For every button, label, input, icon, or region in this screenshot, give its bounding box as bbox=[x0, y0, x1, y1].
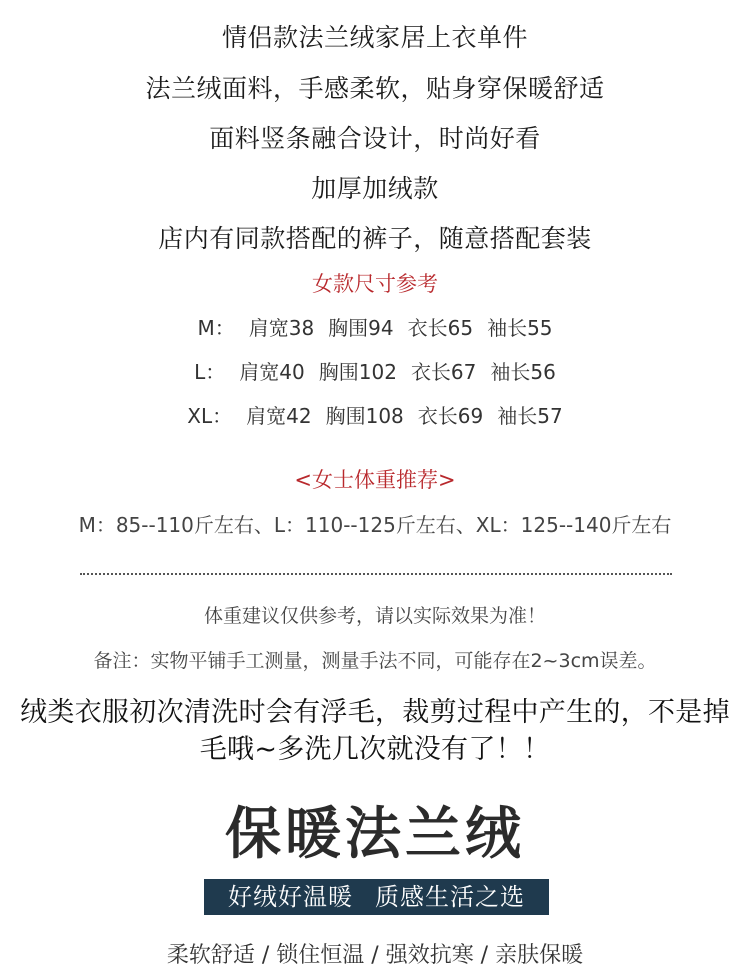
intro-line-3: 面料竖条融合设计，时尚好看 bbox=[209, 124, 541, 153]
intro-line-5: 店内有同款搭配的裤子，随意搭配套装 bbox=[158, 224, 592, 253]
reference-note: 体重建议仅供参考，请以实际效果为准！ bbox=[203, 605, 546, 627]
intro-line-1: 情侣款法兰绒家居上衣单件 bbox=[221, 23, 528, 52]
feature-list: 柔软舒适 / 锁住恒温 / 强效抗寒 / 亲肤保暖 bbox=[166, 943, 584, 968]
size-row-m bbox=[0, 312, 750, 341]
measurement-remark: 备注：实物平铺手工测量，测量手法不同，可能存在2~3cm误差。 bbox=[93, 650, 657, 672]
garment-length: 衣长65 bbox=[407, 316, 474, 340]
garment-length: 衣长69 bbox=[417, 404, 484, 428]
dotted-divider bbox=[80, 573, 672, 575]
size-label: L： bbox=[194, 360, 226, 384]
sleeve-length: 袖长57 bbox=[497, 404, 563, 428]
chest-size: 胸围108 bbox=[325, 404, 404, 428]
chest-size: 胸围94 bbox=[328, 316, 394, 340]
sleeve-length: 袖长56 bbox=[490, 360, 556, 384]
size-label: M： bbox=[197, 316, 235, 340]
shoulder-width: 肩宽40 bbox=[239, 360, 305, 384]
chest-size: 胸围102 bbox=[318, 360, 397, 384]
weight-title: <女士体重推荐> bbox=[294, 468, 456, 492]
slogan-banner bbox=[204, 879, 549, 915]
shoulder-width: 肩宽42 bbox=[246, 404, 312, 428]
size-row-xl bbox=[0, 400, 750, 429]
washing-note-line-1: 绒类衣服初次清洗时会有浮毛，裁剪过程中产生的，不是掉 bbox=[20, 697, 730, 728]
slogan-right: 质感生活之选 bbox=[375, 883, 525, 911]
headline: 保暖法兰绒 bbox=[225, 802, 525, 867]
slogan-left: 好绒好温暖 bbox=[228, 883, 353, 911]
size-label: XL： bbox=[187, 404, 233, 428]
size-row-l bbox=[0, 356, 750, 385]
size-chart-title: 女款尺寸参考 bbox=[312, 272, 438, 296]
intro-line-4: 加厚加绒款 bbox=[311, 174, 439, 203]
intro-line-2: 法兰绒面料，手感柔软，贴身穿保暖舒适 bbox=[145, 74, 605, 103]
shoulder-width: 肩宽38 bbox=[248, 316, 315, 340]
garment-length: 衣长67 bbox=[410, 360, 477, 384]
sleeve-length: 袖长55 bbox=[487, 316, 553, 340]
weight-recommendation: M：85--110斤左右、L：110--125斤左右、XL：125--140斤左右 bbox=[78, 513, 672, 537]
washing-note-line-2: 毛哦~多洗几次就没有了！！ bbox=[199, 734, 551, 765]
